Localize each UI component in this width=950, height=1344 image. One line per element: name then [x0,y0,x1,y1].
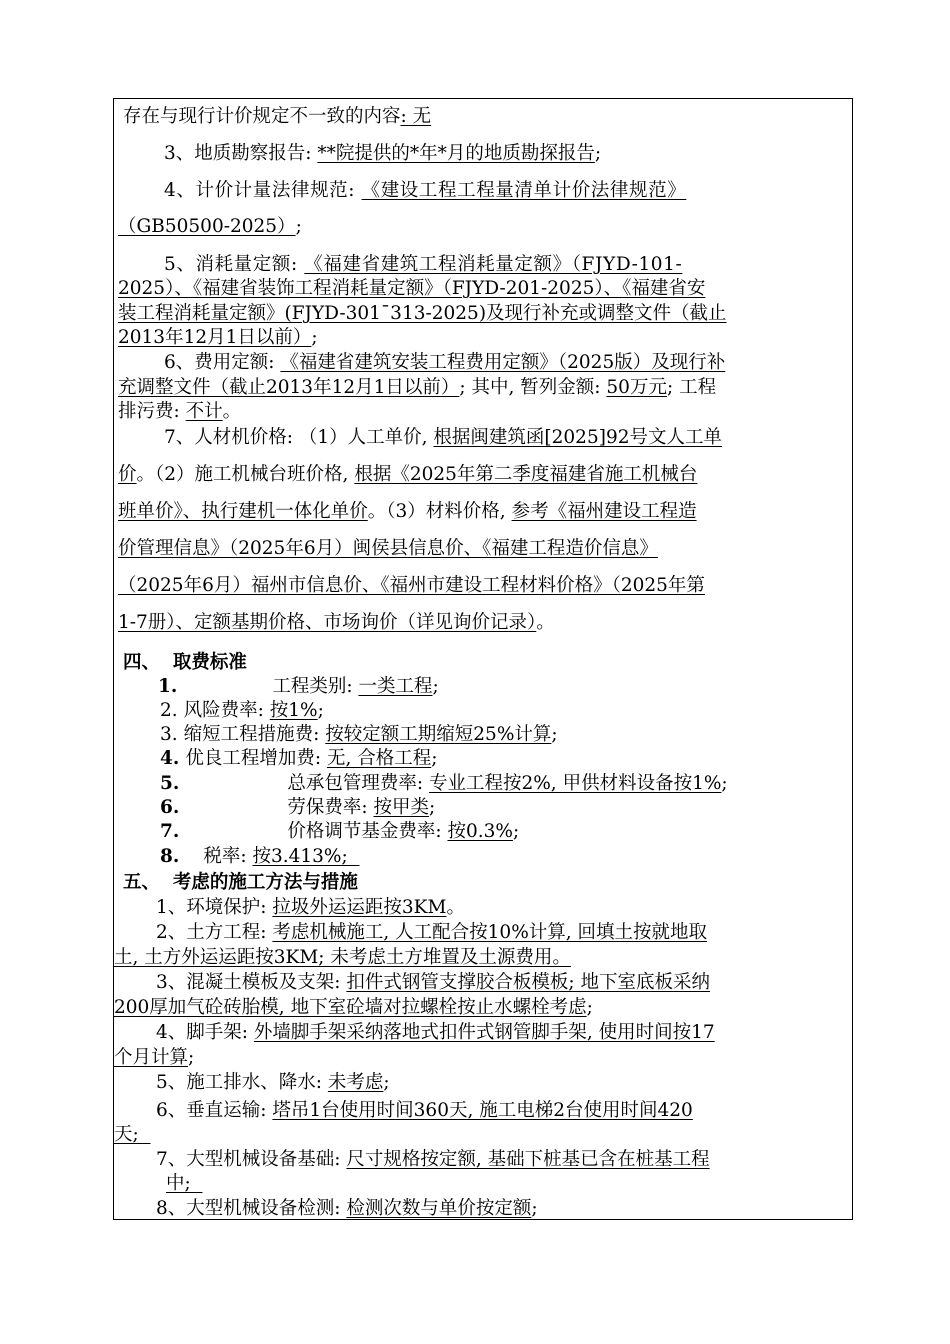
item-label: 优良工程增加费: [185,748,327,769]
item-label: 价格调节基金费率: [287,821,448,842]
underlined-value: 价管理信息》（2025年6月）闽侯县信息价、《福建工程造价信息》 [118,538,658,559]
fee-quota-line [164,351,725,375]
text: 4、计价计量法律规范: [164,180,362,201]
fee-item [160,723,558,747]
text: 。 [446,897,465,918]
text-line [118,215,302,239]
item-value: 按1% [269,700,318,721]
item-value: 按3.413%; [252,846,360,867]
text-line [114,996,593,1020]
text-line [118,277,705,301]
text: ; [551,724,558,745]
underlined-value: 天; [114,1124,151,1145]
text: ; [531,1198,538,1219]
method-line [156,896,465,920]
text-line [114,1046,194,1070]
item-value: 按甲类 [373,797,429,818]
text-line [118,463,697,487]
underlined-value: 不计 [185,401,223,422]
item-number: 7. [160,821,180,842]
underlined-value: 尺寸规格按定额, 基础下桩基已含在桩基工程 [346,1149,710,1170]
underlined-value: 价 [118,464,137,485]
text-line [118,574,705,598]
method-line [156,1148,710,1172]
underlined-value: 参考《福州建设工程造 [511,501,697,522]
text: ; [317,700,324,721]
underlined-value: 200厚加气砼砖胎模, 地下室砼墙对拉螺栓按止水螺栓考虑 [114,997,587,1018]
fee-item [160,699,324,723]
text-line [118,500,697,524]
item-number: 4. [160,748,180,769]
text: 。 [222,401,242,422]
text-line [166,1172,203,1196]
text-line [118,537,658,561]
text: 8、大型机械设备检测: [156,1198,347,1219]
item-label: 税率: [203,846,253,867]
text-line [114,946,571,970]
item-label: 劳保费率: [287,797,374,818]
item-number: 6. [160,797,180,818]
text: ; [311,327,318,348]
text: 。（3）材料价格, [367,501,512,522]
text: ; [721,773,728,794]
text-line [118,400,241,424]
text: ; [428,797,436,818]
item-label: 风险费率: [183,700,270,721]
text: ; 其中, 暂列金额: [459,377,607,398]
item-label: 缩短工程措施费: [183,724,326,745]
method-line [156,1021,715,1045]
text: 。（2）施工机械台班价格, [136,464,355,485]
underlined-value: 根据闽建筑函[2025]92号文人工单 [433,427,722,448]
text: ; [594,143,602,164]
text: 存在与现行计价规定不一致的内容 [123,106,401,127]
underlined-value: 《福建省建筑安装工程费用定额》（2025版）及现行补 [280,352,726,373]
text-line [118,326,318,350]
underlined-value: 未考虑 [327,1072,384,1093]
item-number: 8. [160,846,180,867]
text: ; [295,216,302,237]
method-line [156,1197,538,1221]
underlined-value: 2025）、《福建省装饰工程消耗量定额》（FJYD-201-2025）、《福建省安 [118,278,706,299]
item-number: 3. [160,724,178,745]
fee-item [160,796,435,820]
underlined-value: 《建设工程工程量清单计价法律规范》 [361,180,687,201]
geology-report-line [164,142,601,166]
underlined-value: 充调整文件（截止2013年12月1日以前） [118,377,460,398]
item-value: 无, 合格工程 [326,748,432,769]
underlined-value: 班单价》、执行建机一体化单价 [118,501,368,522]
pricing-norm-line [164,179,686,203]
text: 4、脚手架: [156,1022,254,1043]
item-value: 按0.3% [447,821,513,842]
text: ; [188,1047,195,1068]
underlined-value: 《福建省建筑工程消耗量定额》（FJYD-101- [304,254,683,275]
underlined-value: 外墙脚手架采纳落地式扣件式钢管脚手架, 使用时间按17 [253,1022,715,1043]
text-line [114,1123,151,1147]
underlined-value: 考虑机械施工, 人工配合按10%计算, 回填土按就地取 [272,922,708,943]
text: 3、混凝土模板及支架: [156,972,347,993]
underlined-value: （GB50500-2025） [118,216,296,237]
item-number: 5. [160,773,180,794]
section-heading-construction-methods: 五、 考虑的施工方法与措施 [123,872,358,893]
method-line [156,921,707,945]
fee-item [158,675,439,699]
item-number: 2. [160,700,178,721]
text-line [118,376,716,400]
item-label: 工程类别: [272,676,359,697]
text: 7、人材机价格: （1）人工单价, [164,427,434,448]
text: ; [586,997,593,1018]
underlined-value: 2013年12月1日以前） [118,327,312,348]
item-value: 按较定额工期缩短25%计算 [325,724,552,745]
fee-item [160,772,728,796]
item-label: 总承包管理费率: [287,773,429,794]
text-line [118,302,727,326]
text: 7、大型机械设备基础: [156,1149,347,1170]
underlined-value: : 无 [400,106,432,127]
method-line [156,1071,390,1095]
fee-item [160,747,437,771]
text: 5、消耗量定额: [164,254,305,275]
underlined-value: **院提供的*年*月的地质勘探报告 [317,143,595,164]
text: 5、施工排水、降水: [156,1072,328,1093]
underlined-value: 个月计算 [114,1047,189,1068]
underlined-value: 1-7册）、定额基期价格、市场询价（详见询价记录） [118,612,537,633]
fee-item [160,845,360,869]
underlined-value: 扣件式钢管支撑胶合板模板; 地下室底板采纳 [346,972,711,993]
underlined-value: 拉圾外运运距按3KM [272,897,447,918]
text-line [123,105,431,129]
text: 排污费: [118,401,186,422]
underlined-value: 装工程消耗量定额》(FJYD-301¯313-2025)及现行补充或调整文件（截止 [118,303,727,324]
item-value: 一类工程 [358,676,433,697]
labor-material-price-line [164,426,722,450]
underlined-value: 塔吊1台使用时间360天, 施工电梯2台使用时间420 [272,1100,693,1121]
method-line [156,1099,693,1123]
item-value: 专业工程按2%, 甲供材料设备按1% [428,773,722,794]
underlined-value: 土, 土方外运运距按3KM; 未考虑土方堆置及土源费用。 [114,947,571,968]
fee-item [160,820,519,844]
text: ; [432,676,439,697]
text: ; 工程 [666,377,717,398]
underlined-value: 50万元 [606,377,667,398]
method-line [156,971,710,995]
text-line [118,611,555,635]
text: 1、环境保护: [156,897,273,918]
section-heading-fee-standard: 四、 取费标准 [123,652,247,673]
underlined-value: 检测次数与单价按定额 [346,1198,532,1219]
underlined-value: 中; [166,1173,203,1194]
underlined-value: （2025年6月）福州市信息价、《福州市建设工程材料价格》（2025年第 [118,575,705,596]
text: ; [383,1072,390,1093]
text: ; [512,821,520,842]
text: 2、土方工程: [156,922,273,943]
consumption-quota-line [164,253,682,277]
item-number: 1. [158,676,178,697]
text: 3、地质勘察报告: [164,143,318,164]
underlined-value: 根据《2025年第二季度福建省施工机械台 [354,464,698,485]
text: 6、垂直运输: [156,1100,273,1121]
text: 6、费用定额: [164,352,281,373]
text: ; [431,748,438,769]
content-table-cell [113,98,853,1220]
text: 。 [536,612,555,633]
